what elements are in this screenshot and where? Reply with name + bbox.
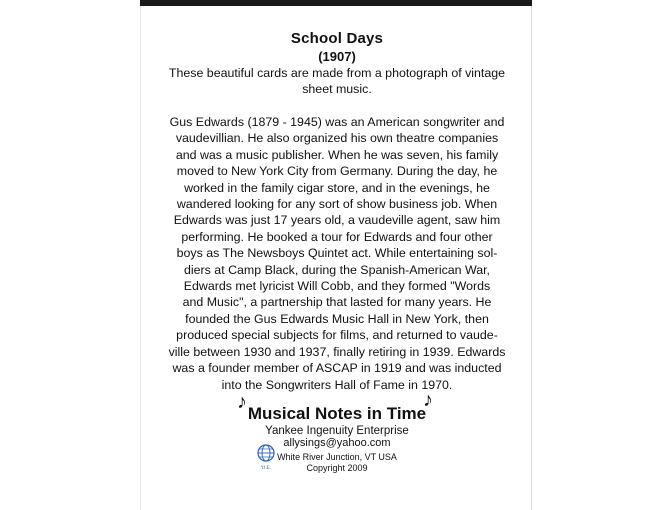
bio-line: and Music", a partnership that lasted for many years. He [182,295,492,310]
copyright: Copyright 2009 [306,463,368,473]
bio-line: founded the Gus Edwards Music Hall in New York, then [185,311,489,326]
location: White River Junction, VT USA [277,452,397,462]
bio-line: worked in the family cigar store, and in the evenings, he [184,180,490,195]
logo-caption: Y.I.E. [260,466,272,471]
music-note-icon: ♪ [237,391,247,413]
bio-line: diers at Camp Black, during the Spanish-American War, [184,262,490,277]
bio-line: vaudevillian. He also organized his own theatre companies [175,131,499,146]
bio-line: Gus Edwards (1879 - 1945) was an American songwriter and [169,115,505,129]
bio-line: produced special subjects for films, and returned to vaude- [176,328,498,343]
brand-name: Musical Notes in Time [247,404,427,423]
bio-line: moved to New York City from Germany. During the day, he [176,164,498,179]
bio-line: performing. He booked a tour for Edwards and four other [181,229,493,244]
bio-line: boys as The Newsboys Quintet act. While entertaining sol- [176,246,498,261]
card-title: School Days [290,30,384,47]
card [140,6,532,510]
bio-line: and was a music publisher. When he was seven, his family [175,147,499,162]
bio-line: Edwards met lyricist Will Cobb, and they formed "Words [183,279,491,294]
music-note-icon: ♪ [423,389,433,411]
card-intro: These beautiful cards are made from a photograph of vintage sheet music. [168,66,506,96]
card-year: (1907) [318,49,356,64]
email-address: allysings@yahoo.com [283,437,391,449]
bio-line: into the Songwriters Hall of Fame in 1970. [221,377,453,392]
biography-text [155,114,519,393]
bio-line: was a founder member of ASCAP in 1919 and was inducted [172,361,502,376]
bio-line: wandered looking for any sort of show business job. When [176,197,498,212]
bio-line: Edwards was just 17 years old, a vaudeville agent, saw him [173,213,501,228]
bio-line: ville between 1930 and 1937, finally retiring in 1939. Edwards [168,344,506,359]
company-name: Yankee Ingenuity Enterprise [265,425,409,437]
